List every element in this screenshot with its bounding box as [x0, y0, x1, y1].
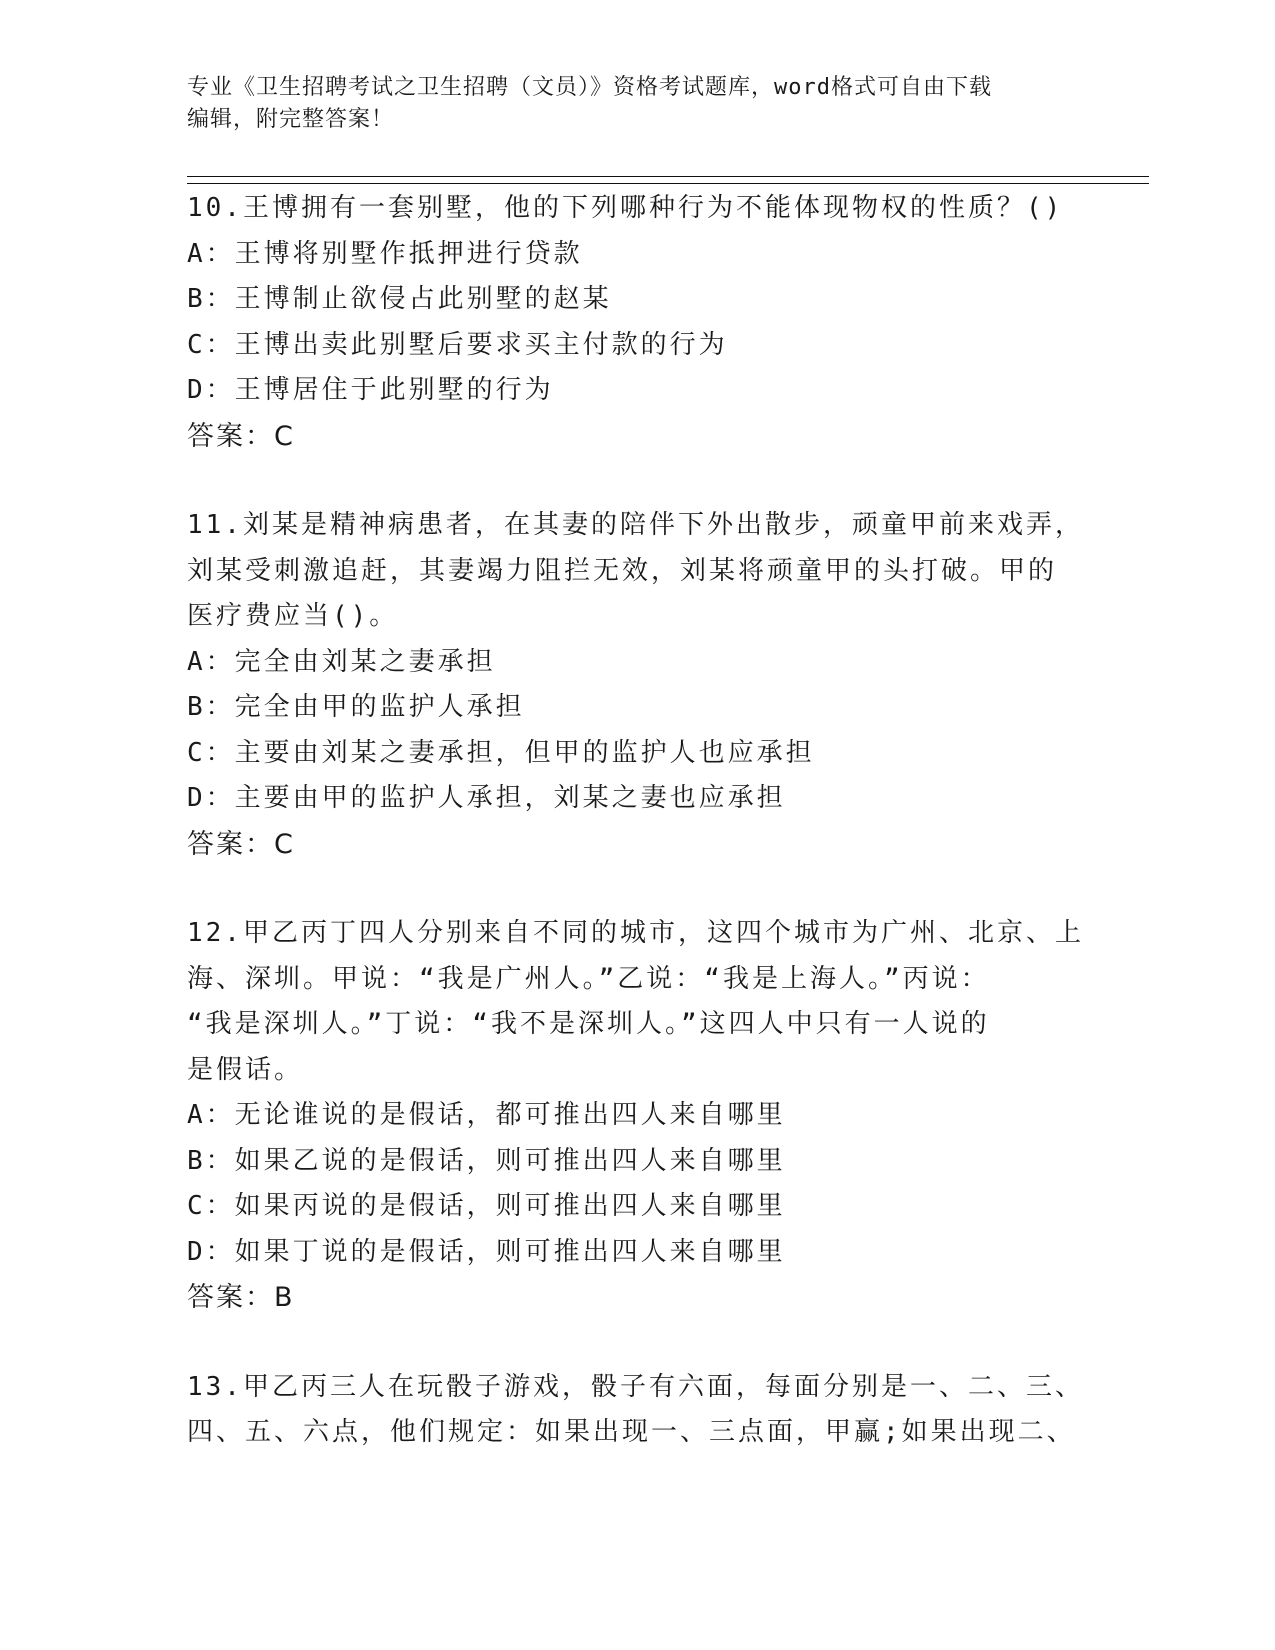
option: D：王博居住于此别墅的行为	[187, 375, 554, 405]
answer: 答案：B	[187, 1282, 295, 1313]
question-stem: 12.甲乙丙丁四人分别来自不同的城市，这四个城市为广州、北京、上	[187, 918, 1084, 948]
option: B：如果乙说的是假话，则可推出四人来自哪里	[187, 1145, 786, 1176]
question-stem: 医疗费应当()。	[187, 601, 399, 631]
question-stem: 海、深圳。甲说：“我是广州人。”乙说：“我是上海人。”丙说：	[187, 963, 990, 994]
question-stem: 四、五、六点，他们规定：如果出现一、三点面，甲赢;如果出现二、	[187, 1417, 1076, 1447]
document-header	[187, 72, 1087, 136]
option: C：如果丙说的是假话，则可推出四人来自哪里	[187, 1191, 786, 1221]
question-stem: 13.甲乙丙三人在玩骰子游戏，骰子有六面，每面分别是一、二、三、	[187, 1371, 1084, 1402]
question	[187, 911, 1087, 1321]
answer: 答案：C	[187, 420, 295, 452]
option: B：王博制止欲侵占此别墅的赵某	[187, 284, 612, 314]
question-stem: 10.王博拥有一套别墅，他的下列哪种行为不能体现物权的性质？()	[187, 193, 1064, 223]
option: B：完全由甲的监护人承担	[187, 692, 525, 722]
question-stem: 11.刘某是精神病患者，在其妻的陪伴下外出散步，顽童甲前来戏弄，	[187, 510, 1084, 540]
question-list	[187, 186, 1087, 1500]
option: D：主要由甲的监护人承担，刘某之妻也应承担	[187, 783, 786, 813]
question-stem: “我是深圳人。”丁说：“我不是深圳人。”这四人中只有一人说的	[187, 1009, 990, 1039]
question-stem: 是假话。	[187, 1054, 304, 1085]
header-divider	[187, 176, 1149, 177]
question-stem: 刘某受刺激追赶，其妻竭力阻拦无效，刘某将顽童甲的头打破。甲的	[187, 555, 1058, 586]
question	[187, 186, 1087, 459]
header-line: 编辑，附完整答案！	[187, 107, 395, 132]
option: C：主要由刘某之妻承担，但甲的监护人也应承担	[187, 737, 815, 768]
question	[187, 503, 1087, 867]
header-line: 专业《卫生招聘考试之卫生招聘（文员）》资格考试题库，word格式可自由下载	[187, 75, 992, 100]
header-divider	[187, 183, 1149, 184]
option: A：完全由刘某之妻承担	[187, 646, 496, 677]
option: A：王博将别墅作抵押进行贷款	[187, 238, 583, 269]
question	[187, 1365, 1087, 1456]
option: A：无论谁说的是假话，都可推出四人来自哪里	[187, 1100, 786, 1130]
answer: 答案：C	[187, 828, 295, 860]
option: C：王博出卖此别墅后要求买主付款的行为	[187, 329, 728, 360]
option: D：如果丁说的是假话，则可推出四人来自哪里	[187, 1236, 786, 1267]
